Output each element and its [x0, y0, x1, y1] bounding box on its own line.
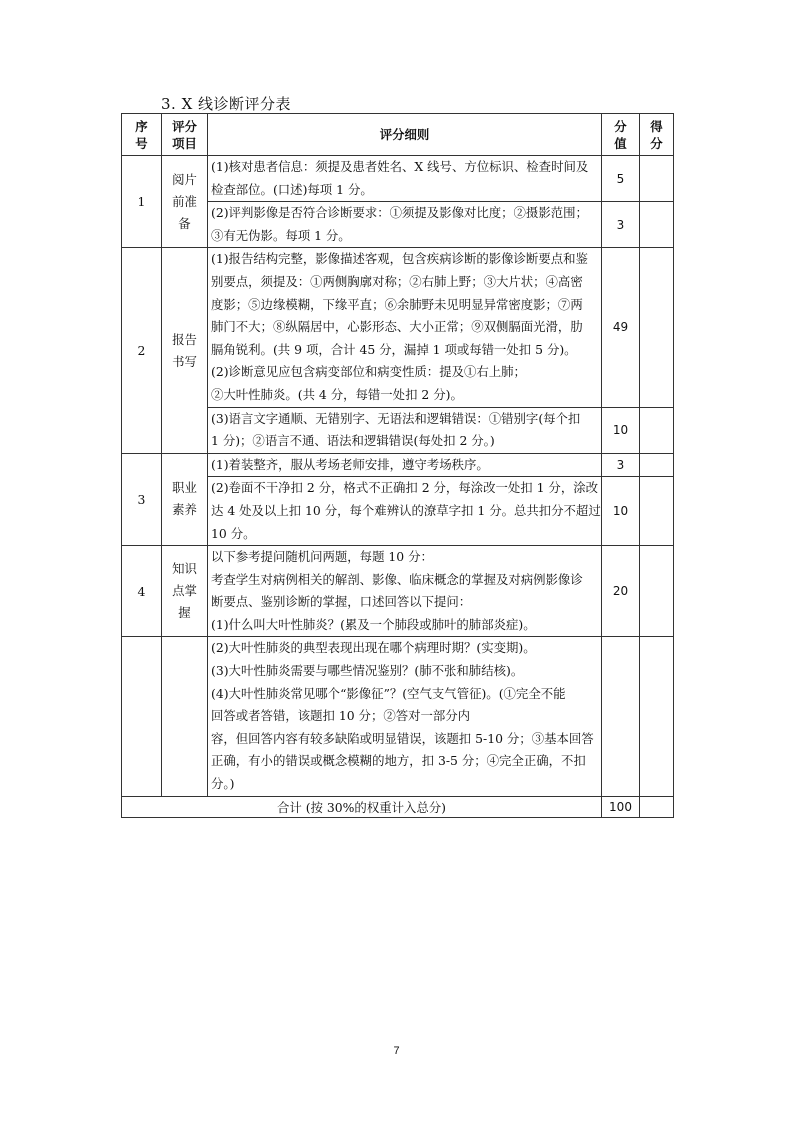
table-row [122, 546, 674, 637]
got-cell [640, 477, 674, 546]
score-cell: 20 [602, 546, 640, 637]
scoring-table [121, 113, 674, 818]
table-row [122, 637, 674, 796]
table-row [122, 248, 674, 407]
score-cell: 10 [602, 407, 640, 453]
item-cell: 阅片 前准 备 [162, 156, 208, 248]
got-cell [640, 248, 674, 407]
seq-cell-empty [122, 637, 162, 796]
score-cell: 3 [602, 453, 640, 477]
score-cell [602, 637, 640, 796]
item-cell: 知识 点掌 握 [162, 546, 208, 637]
score-cell: 10 [602, 477, 640, 546]
page-number: 7 [393, 1045, 400, 1057]
detail-cell: (2)卷面不干净扣 2 分，格式不正确扣 2 分，每涂改一处扣 1 分，涂改 达 4 处及以上扣 10 分，每个难辨认的潦草字扣 1 分。总共扣分不超过 10 分。 [208, 477, 602, 546]
got-cell [640, 546, 674, 637]
detail-cell: (1)核对患者信息：须提及患者姓名、X 线号、方位标识、检查时间及 检查部位。(口述)每项 1 分。 [208, 156, 602, 202]
header-seq: 序 号 [122, 114, 162, 156]
got-cell [640, 453, 674, 477]
total-row [122, 796, 674, 817]
table-row [122, 453, 674, 477]
header-item: 评分 项目 [162, 114, 208, 156]
header-detail: 评分细则 [208, 114, 602, 156]
seq-cell: 2 [122, 248, 162, 453]
seq-cell: 1 [122, 156, 162, 248]
detail-cell: (1)着装整齐，服从考场老师安排，遵守考场秩序。 [208, 453, 602, 477]
total-label: 合计 (按 30%的权重计入总分) [122, 796, 602, 817]
got-cell [640, 407, 674, 453]
score-cell: 5 [602, 156, 640, 202]
score-cell: 49 [602, 248, 640, 407]
header-score: 分 值 [602, 114, 640, 156]
item-cell: 报告 书写 [162, 248, 208, 453]
detail-cell: (3)语言文字通顺、无错别字、无语法和逻辑错误：①错别字(每个扣 1 分)；②语言不通、语法和逻辑错误(每处扣 2 分。) [208, 407, 602, 453]
item-cell: 职业 素养 [162, 453, 208, 545]
total-score: 100 [602, 796, 640, 817]
got-cell [640, 202, 674, 248]
section-title: 3. X 线诊断评分表 [161, 95, 292, 113]
detail-cell: 以下参考提问随机问两题，每题 10 分： 考查学生对病例相关的解剖、影像、临床概念的掌握及对病例影像诊 断要点、鉴别诊断的掌握，口述回答以下提问： (1)什么叫大叶性肺炎？(累及一个肺段或肺叶的肺部炎症)。 [208, 546, 602, 637]
total-got-cell [640, 796, 674, 817]
detail-cell: (1)报告结构完整，影像描述客观，包含疾病诊断的影像诊断要点和鉴 别要点，须提及：①两侧胸廓对称；②右肺上野；③大片状；④高密 度影；⑤边缘模糊，下缘平直；⑥余肺野未见明显异常密度影；⑦两 肺门不大；⑧纵隔居中，心影形态、大小正常；⑨双侧膈面光滑，肋 膈角锐利。(共 9 项，合计 45 分，漏掉 1 项或每错一处扣 5 分)。 (2)诊断意见应包含病变部位和病变性质：提及①右上肺； ②大叶性肺炎。(共 4 分，每错一处扣 2 分)。 [208, 248, 602, 407]
got-cell [640, 156, 674, 202]
detail-cell: (2)大叶性肺炎的典型表现出现在哪个病理时期？(实变期)。 (3)大叶性肺炎需要与哪些情况鉴别？(肺不张和肺结核)。 (4)大叶性肺炎常见哪个“影像征”？(空气支气管征)。(①完全不能 回答或者答错，该题扣 10 分；②答对一部分内 容，但回答内容有较多缺陷或明显错误，该题扣 5-10 分；③基本回答 正确，有小的错误或概念模糊的地方，扣 3-5 分；④完全正确，不扣 分。) [208, 637, 602, 796]
header-got: 得 分 [640, 114, 674, 156]
score-cell: 3 [602, 202, 640, 248]
seq-cell: 3 [122, 453, 162, 545]
detail-cell: (2)评判影像是否符合诊断要求：①须提及影像对比度；②摄影范围； ③有无伪影。每项 1 分。 [208, 202, 602, 248]
got-cell [640, 637, 674, 796]
seq-cell: 4 [122, 546, 162, 637]
item-cell-empty [162, 637, 208, 796]
table-header-row [122, 114, 674, 156]
table-row [122, 156, 674, 202]
